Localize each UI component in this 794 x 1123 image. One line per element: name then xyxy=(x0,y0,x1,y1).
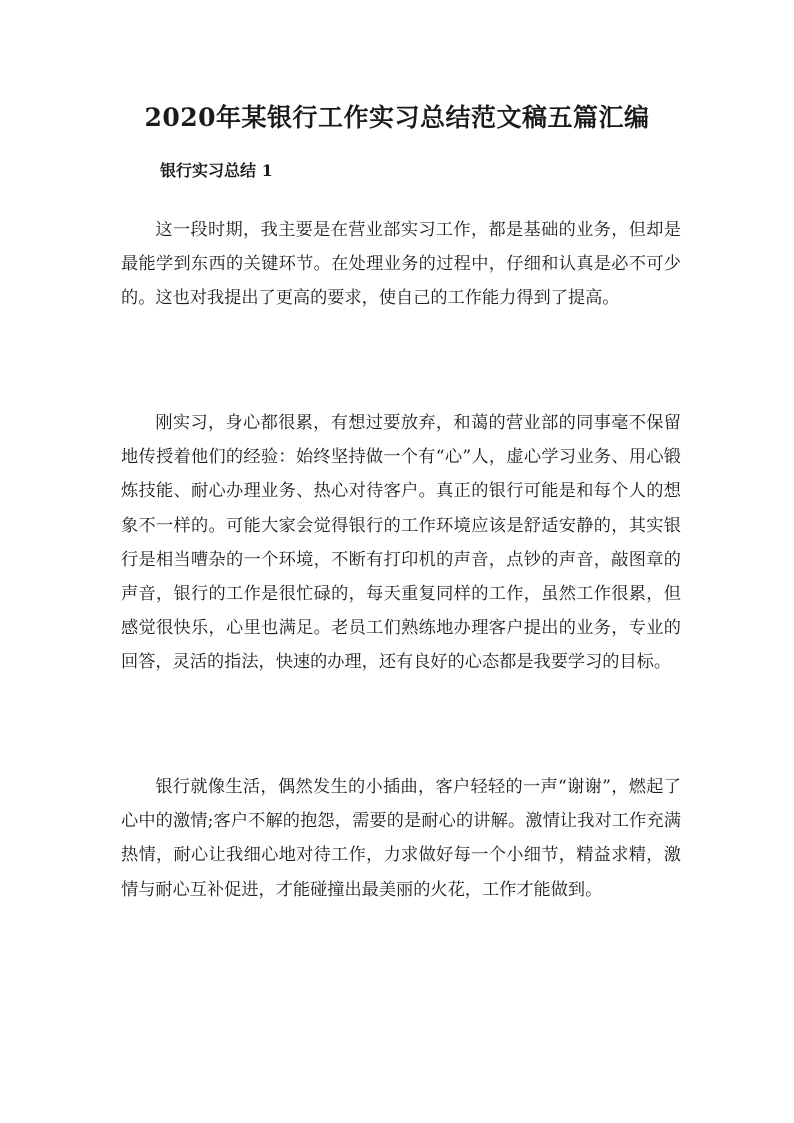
body-paragraph-1: 这一段时期，我主要是在营业部实习工作，都是基础的业务，但却是最能学到东西的关键环节。在处理业务的过程中，仔细和认真是必不可少的。这也对我提出了更高的要求，使自己的工作能力得到了提高。 xyxy=(121,220,681,309)
body-paragraph-2: 刚实习，身心都很累，有想过要放弃，和蔼的营业部的同事毫不保留地传授着他们的经验：始终坚持做一个有“心”人，虚心学习业务、用心锻炼技能、耐心办理业务、热心对待客户。真正的银行可能是和每个人的想象不一样的。可能大家会觉得银行的工作环境应该是舒适安静的，其实银行是相当嘈杂的一个环境，不断有打印机的声音，点钞的声音，敲图章的声音，银行的工作是很忙碌的，每天重复同样的工作，虽然工作很累，但感觉很快乐，心里也满足。老员工们熟练地办理客户提出的业务，专业的回答，灵活的指法，快速的办理，还有良好的心态都是我要学习的目标。 xyxy=(121,413,681,673)
body-paragraph-3: 银行就像生活，偶然发生的小插曲，客户轻轻的一声“谢谢”，燃起了心中的激情;客户不解的抱怨，需要的是耐心的讲解。激情让我对工作充满热情，耐心让我细心地对待工作，力求做好每一个小细节，精益求精，激情与耐心互补促进，才能碰撞出最美丽的火花，工作才能做到。 xyxy=(121,777,681,900)
document-title: 2020年某银行工作实习总结范文稿五篇汇编 xyxy=(144,103,650,132)
section-heading: 银行实习总结 1 xyxy=(160,161,273,180)
